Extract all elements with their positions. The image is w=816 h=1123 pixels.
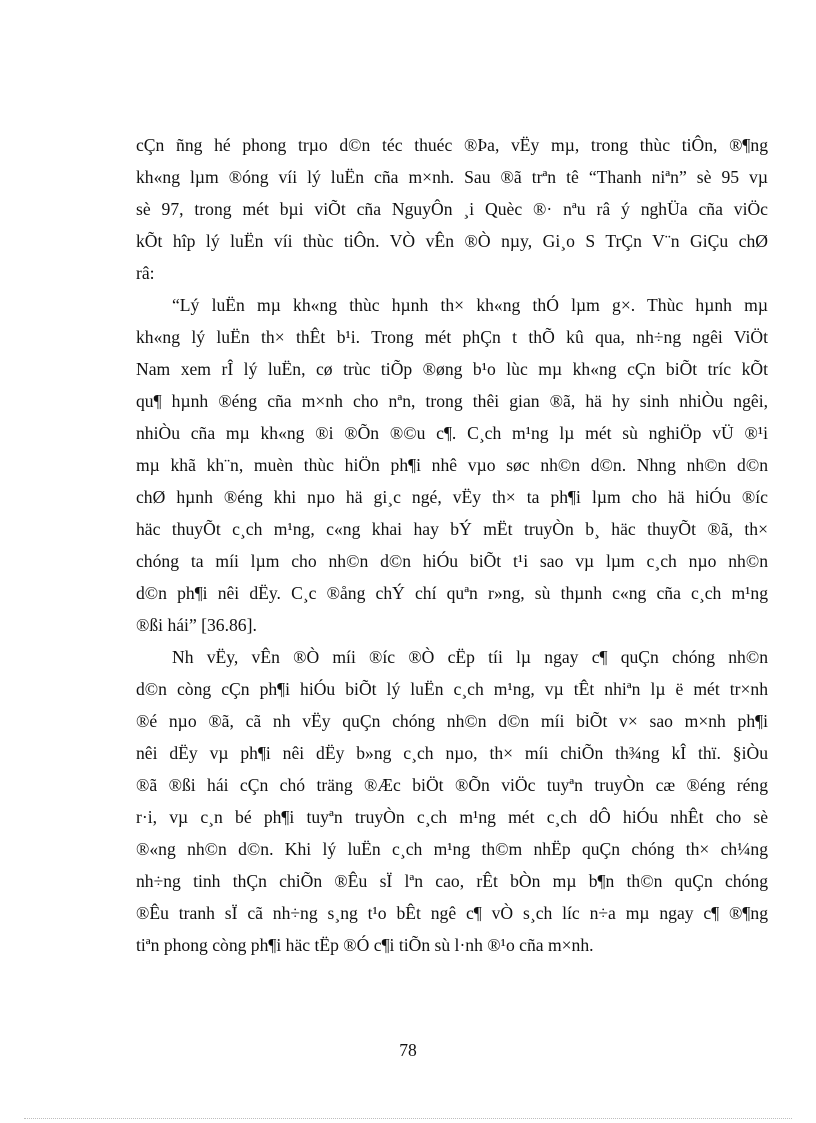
text-line: häc thuyÕt c¸ch m¹ng, c«ng khai hay bÝ mËt truyÒn b¸ häc thuyÕt ®ã, th× <box>136 519 768 539</box>
text-line: kÕt hîp lý luËn víi thùc tiÔn. VÒ vÊn ®Ò nµy, Gi¸o S TrÇn V¨n GiÇu chØ <box>136 231 768 251</box>
text-line: kh«ng lý luËn th× thÊt b¹i. Trong mét phÇn t thÕ kû qua, nh÷ng ngêi ViÖt <box>136 327 768 347</box>
text-line: d©n còng cÇn ph¶i hiÓu biÕt lý luËn c¸ch m¹ng, vµ tÊt nhiªn lµ ë mét tr×nh <box>136 679 768 699</box>
text-line: tiªn phong còng ph¶i häc tËp ®Ó c¶i tiÕn sù l·nh ®¹o cña m×nh. <box>136 935 594 955</box>
text-line: ®é nµo ®ã, cã nh vËy quÇn chóng nh©n d©n míi biÕt v× sao m×nh ph¶i <box>136 711 768 731</box>
text-line: kh«ng lµm ®óng víi lý luËn cña m×nh. Sau ®ã trªn tê “Thanh niªn” sè 95 vµ <box>136 167 768 187</box>
text-line: d©n ph¶i nêi dËy. C¸c ®ång chÝ chí quªn r»ng, sù thµnh c«ng cña c¸ch m¹ng <box>136 583 768 603</box>
text-line: cÇn ñng hé phong trµo d©n téc thuéc ®Þa, vËy mµ, trong thùc tiÔn, ®¶ng <box>136 135 768 155</box>
text-line: r·i, vµ c¸n bé ph¶i tuyªn truyÒn c¸ch m¹ng mét c¸ch dÔ hiÓu nhÊt cho sè <box>136 807 768 827</box>
text-line: ®ßi hái” [36.86]. <box>136 615 257 635</box>
text-line: chóng ta míi lµm cho nh©n d©n hiÓu biÕt t¹i sao vµ lµm c¸ch nµo nh©n <box>136 551 768 571</box>
text-line: nh÷ng tinh thÇn chiÕn ®Êu sÏ lªn cao, rÊt bÒn mµ b¶n th©n quÇn chóng <box>136 871 768 891</box>
text-line: chØ hµnh ®éng khi nµo hä gi¸c ngé, vËy th× ta ph¶i lµm cho hä hiÓu ®íc <box>136 487 768 507</box>
text-line: Nam xem rÎ lý luËn, cø trùc tiÕp ®øng b¹o lùc mµ kh«ng cÇn biÕt tríc kÕt <box>136 359 768 379</box>
text-line: mµ khã kh¨n, muèn thùc hiÖn ph¶i nhê vµo søc nh©n d©n. Nhng nh©n d©n <box>136 455 768 475</box>
text-line: nhiÒu cña mµ kh«ng ®i ®Õn ®©u c¶. C¸ch m¹ng lµ mét sù nghiÖp vÜ ®¹i <box>136 423 768 443</box>
text-line: “Lý luËn mµ kh«ng thùc hµnh th× kh«ng thÓ lµm g×. Thùc hµnh mµ <box>172 295 768 315</box>
bottom-dotted-rule <box>24 1118 792 1119</box>
page-number: 78 <box>399 1040 417 1060</box>
text-line: qu¶ hµnh ®éng cña m×nh cho nªn, trong thêi gian ®ã, hä hy sinh nhiÒu ngêi, <box>136 391 768 411</box>
text-line: ®ã ®ßi hái cÇn chó träng ®Æc biÖt ®Õn viÖc tuyªn truyÒn cæ ®éng réng <box>136 775 768 795</box>
text-line: sè 97, trong mét bµi viÕt cña NguyÔn ¸i Quèc ®· nªu râ ý nghÜa cña viÖc <box>136 199 768 219</box>
text-line: ®Êu tranh sÏ cã nh÷ng s¸ng t¹o bÊt ngê c¶ vÒ s¸ch líc n÷a mµ ngay c¶ ®¶ng <box>136 903 768 923</box>
text-line: ®«ng nh©n d©n. Khi lý luËn c¸ch m¹ng th©m nhËp quÇn chóng th× ch¼ng <box>136 839 768 859</box>
text-line: Nh vËy, vÊn ®Ò míi ®íc ®Ò cËp tíi lµ ngay c¶ quÇn chóng nh©n <box>172 647 768 667</box>
text-line: nêi dËy vµ ph¶i nêi dËy b»ng c¸ch nµo, th× míi chiÕn th¾ng kÎ thï. §iÒu <box>136 743 768 763</box>
text-line: râ: <box>136 263 155 283</box>
